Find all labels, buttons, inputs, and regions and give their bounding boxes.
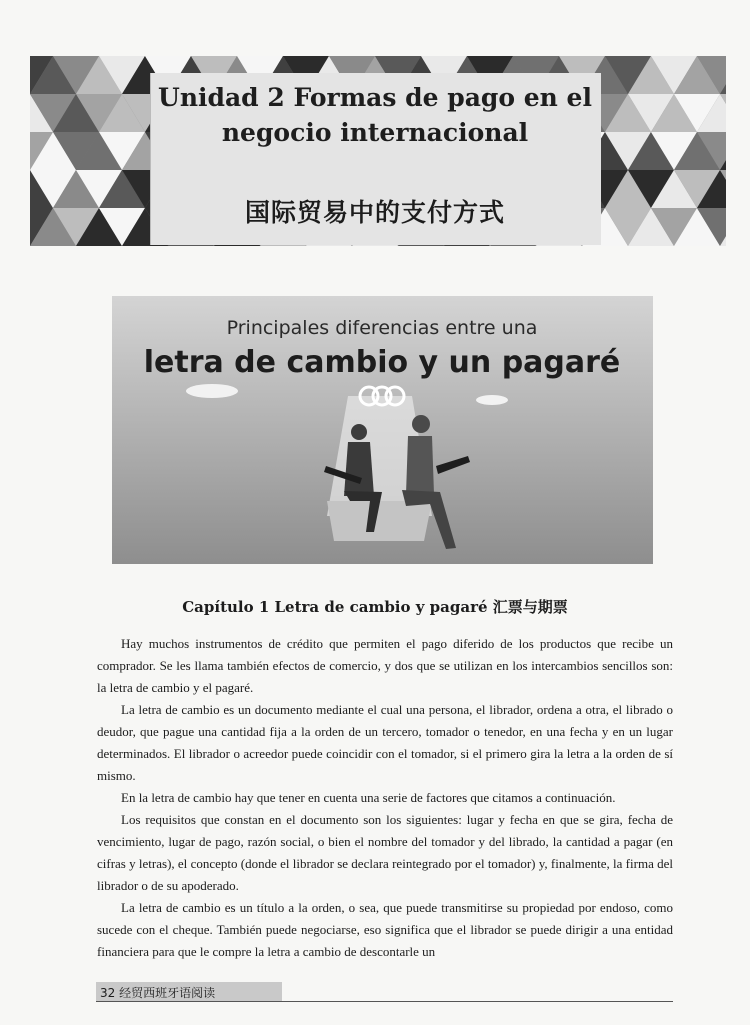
chapter-heading: Capítulo 1 Letra de cambio y pagaré 汇票与期票: [182, 598, 568, 616]
paragraph: En la letra de cambio hay que tener en cuenta una serie de factores que citamos a continuación.: [121, 790, 616, 805]
footer-rule: [96, 1001, 673, 1002]
body-text: [97, 633, 673, 963]
bench-shape: [327, 501, 432, 541]
cloud-shape: [186, 384, 238, 398]
page-number: 32: [100, 986, 116, 1000]
illustration-headline-line1: Principales diferencias entre una: [226, 317, 538, 339]
paragraph: La letra de cambio es un documento mediante el cual una persona, el librador, ordena a otra, el librado o deudor, que pague una cantidad fija a la orden de un tercero, tomador o tenedor, en una fecha y en un lugar determinados. El librador o acreedor puede coincidir con el tomador, si el primero gira la letra a la orden de sí mismo.: [97, 702, 673, 783]
unit-title: Unidad 2 Formas de pago en el negocio internacional: [158, 83, 592, 147]
book-title: 经贸西班牙语阅读: [119, 986, 216, 1000]
cover-illustration: [112, 296, 653, 564]
page-footer: [100, 984, 215, 1001]
illustration-headline-line2: letra de cambio y un pagaré: [143, 345, 621, 380]
paragraph: Los requisitos que constan en el documento son los siguientes: lugar y fecha en que se gira, fecha de vencimiento, lugar de pago, razón social, o bien el nombre del tomador y del librado, la cantidad a pagar (en cifras y letras), el concepto (donde el librador se declara reintegrado por el tomador) y, finalmente, la firma del librador o de su apoderado.: [97, 812, 673, 893]
cloud-shape: [476, 395, 508, 405]
unit-subtitle-chinese: 国际贸易中的支付方式: [244, 198, 505, 227]
paragraph: La letra de cambio es un título a la orden, o sea, que puede transmitirse su propiedad por endoso, como sucede con el cheque. También puede negociarse, eso significa que el librador se puede dirigir a una entidad financiera para que le compre la letra a cambio de descontarle un: [97, 900, 673, 959]
paragraph: Hay muchos instrumentos de crédito que permiten el pago diferido de los productos que recibe un comprador. Se les llama también efectos de comercio, y dos que se utilizan en los intercambios sencillos son: la letra de cambio y el pagaré.: [97, 636, 673, 695]
